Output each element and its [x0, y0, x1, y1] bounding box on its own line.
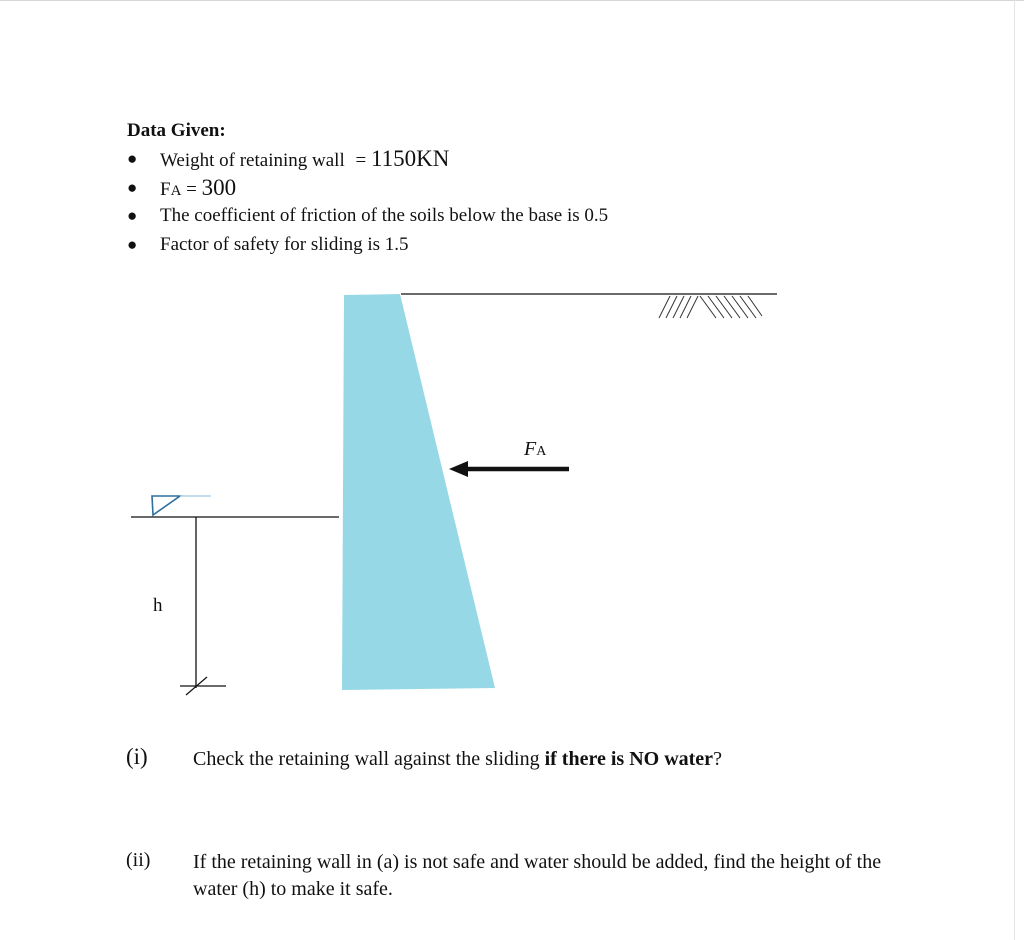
friction-text: The coefficient of friction of the soils below the base is 0.5	[160, 205, 609, 226]
bullet-icon: ●	[127, 177, 138, 197]
question-1-number: (i)	[126, 744, 148, 769]
weight-value: 1150KN	[370, 146, 450, 171]
height-label: h	[153, 595, 163, 616]
safety-text: Factor of safety for sliding is 1.5	[160, 233, 409, 255]
bullet-icon: ●	[127, 206, 138, 225]
ground-hatch-icon	[659, 296, 762, 318]
weight-equals: =	[355, 150, 367, 171]
fa-equals: =	[186, 178, 197, 200]
question-1-text-plain: Check the retaining wall against the sliding	[193, 748, 545, 770]
fa-value: 300	[201, 174, 237, 200]
fa-label-sub: A	[170, 182, 182, 199]
question-2-number: (ii)	[126, 849, 151, 871]
question-1-text-end: ?	[713, 748, 722, 770]
data-given-heading: Data Given:	[127, 120, 226, 141]
force-arrow-head-icon	[449, 461, 468, 477]
question-2-text: If the retaining wall in (a) is not safe and water should be added, find the height of the water (h) to make it safe.	[193, 851, 882, 900]
retaining-wall	[342, 294, 495, 690]
weight-label: Weight of retaining wall	[160, 150, 345, 171]
water-level-marker-icon	[152, 496, 180, 515]
question-1-text	[193, 748, 722, 771]
bullet-icon: ●	[127, 234, 138, 254]
bullet-icon: ●	[127, 149, 138, 168]
question-1-text-bold: if there is NO water	[544, 748, 714, 770]
force-label: FA	[524, 438, 547, 460]
fa-label-main: F	[160, 178, 171, 200]
